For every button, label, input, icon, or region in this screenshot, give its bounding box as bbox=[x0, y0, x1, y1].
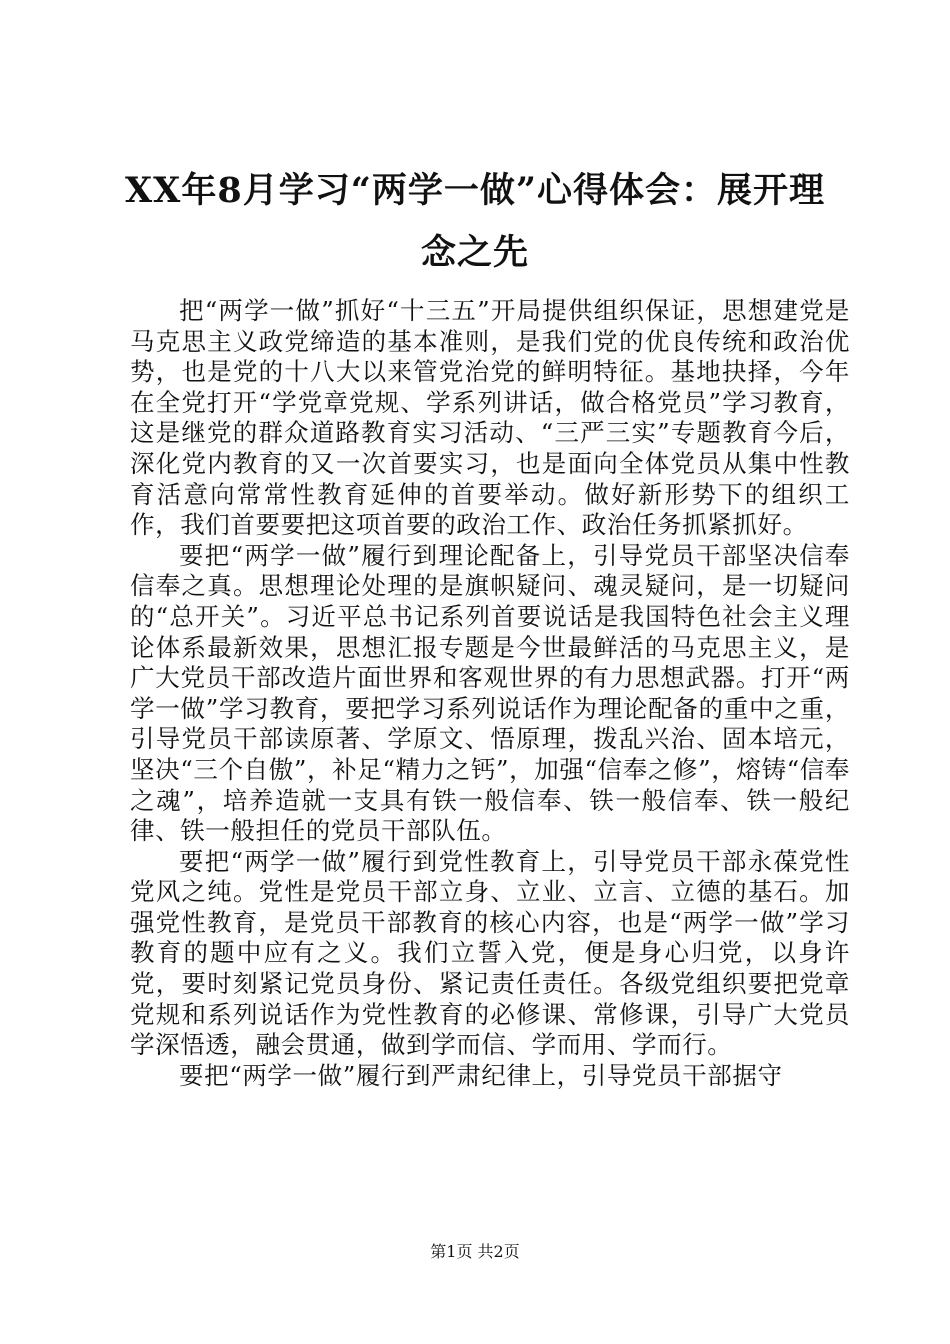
document-title: XX年8月学习“两学一做”心得体会：展开理念之先 bbox=[125, 170, 825, 273]
paragraph: 要把“两学一做”履行到严肃纪律上，引导党员干部据守 bbox=[179, 1060, 783, 1090]
paragraph: 把“两学一做”抓好“十三五”开局提供组织保证，思想建党是马克思主义政党缔造的基本准则，是我们党的优良传统和政治优势，也是党的十八大以来管党治党的鲜明特征。基地抉择，今年在全党打开“学党章党规、学系列讲话，做合格党员”学习教育，这是继党的群众道路教育实习活动、“三严三实”专题教育今后，深化党内教育的又一次首要实习，也是面向全体党员从集中性教育活意向常常性教育延伸的首要举动。做好新形势下的组织工作，我们首要要把这项首要的政治工作、政治任务抓紧抓好。 bbox=[130, 296, 850, 540]
page-footer: 第1页 共2页 bbox=[430, 1242, 520, 1261]
paragraph: 要把“两学一做”履行到理论配备上，引导党员干部坚决信奉信奉之真。思想理论处理的是旗帜疑问、魂灵疑问，是一切疑问的“总开关”。习近平总书记系列首要说话是我国特色社会主义理论体系最新效果，思想汇报专题是今世最鲜活的马克思主义，是广大党员干部改造片面世界和客观世界的有力思想武器。打开“两学一做”学习教育，要把学习系列说话作为理论配备的重中之重，引导党员干部读原著、学原文、悟原理，拨乱兴治、固本培元，坚决“三个自傲”，补足“精力之钙”，加强“信奉之修”，熔铸“信奉之魂”，培养造就一支具有铁一般信奉、铁一般信奉、铁一般纪律、铁一般担任的党员干部队伍。 bbox=[130, 540, 850, 846]
paragraph: 要把“两学一做”履行到党性教育上，引导党员干部永葆党性党风之纯。党性是党员干部立身、立业、立言、立德的基石。加强党性教育，是党员干部教育的核心内容，也是“两学一做”学习教育的题中应有之义。我们立誓入党，便是身心归党，以身许党，要时刻紧记党员身份、紧记责任责任。各级党组织要把党章党规和系列说话作为党性教育的必修课、常修课，引导广大党员学深悟透，融会贯通，做到学而信、学而用、学而行。 bbox=[130, 846, 850, 1060]
document-body bbox=[130, 296, 850, 1091]
